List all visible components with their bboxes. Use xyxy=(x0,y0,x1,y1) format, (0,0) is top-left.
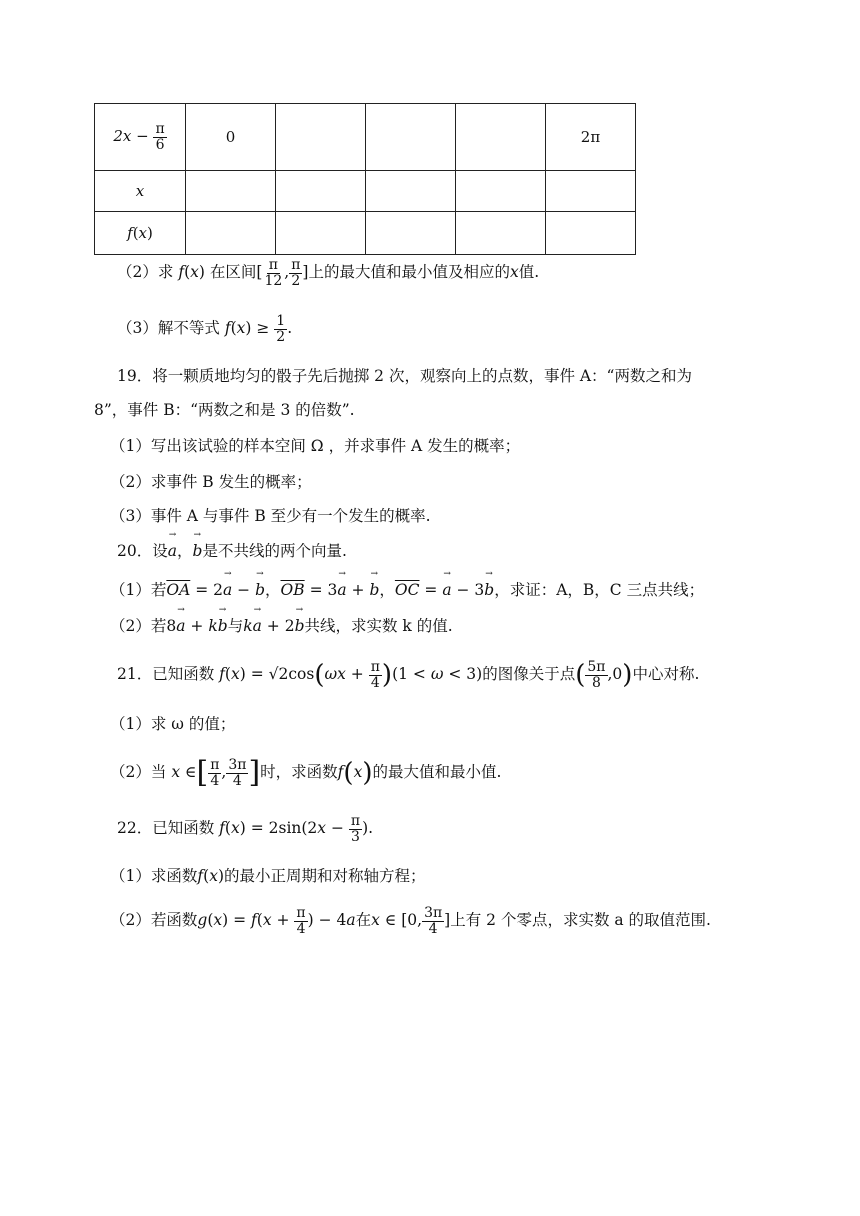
q20-part1: （1）若$\overline{OA} = 2\to a$ − → b，$\overline{OB} = 3\to a$ + → b，$\overline{OC}$ = → a − 3→ b，求证：A，B，C 三点共线； xyxy=(110,580,704,602)
table-cell xyxy=(276,212,366,255)
q21-part2: （2）当 x ∈[ $\frac{\pi}{4}$ , $\frac{3\pi}{4}$ ]时，求函数f(x)的最大值和最小值. xyxy=(110,755,502,790)
row-label-2x-minus-pi6: 2x − $\frac{\pi}{6}$ xyxy=(95,104,186,171)
q22-stem: 22．已知函数 f(x) = 2sin(2x − $\frac{\pi}{3}$ ). xyxy=(117,813,374,845)
row-label-fx: f(x) xyxy=(95,212,186,255)
q21-part1: （1）求 ω 的值； xyxy=(110,715,236,733)
q21-stem: 21．已知函数 f(x) = √2cos(ωx + $\frac{\pi}{4}$ )(1 < ω < 3)的图像关于点( $\frac{5\pi}{8}$ ,0)中心对称. xyxy=(117,659,700,691)
table-row xyxy=(95,212,636,255)
table-cell xyxy=(366,171,456,212)
table-cell xyxy=(456,212,546,255)
table-cell xyxy=(546,171,636,212)
q20-stem: 20．设→ a，→ b是不共线的两个向量. xyxy=(117,541,347,563)
q19-part1: （1）写出该试验的样本空间 Ω ，并求事件 A 发生的概率； xyxy=(110,437,521,455)
table-cell xyxy=(366,212,456,255)
q19-stem-line1: 19．将一颗质地均匀的骰子先后抛掷 2 次，观察向上的点数，事件 A：“两数之和为 xyxy=(117,367,692,385)
table-cell: 2π xyxy=(546,104,636,171)
table-cell: 0 xyxy=(186,104,276,171)
q18-part2: （2）求 f(x) 在区间[ $\frac{\pi}{12}$ , $\frac{\pi}{2}$ ]上的最大值和最小值及相应的x值. xyxy=(117,257,540,289)
q22-part2: （2）若函数g(x) = f(x + $\frac{\pi}{4}$ ) − 4a在x ∈ [0, $\frac{3\pi}{4}$ ]上有 2 个零点，求实数 a 的取值范围. xyxy=(110,905,711,937)
table-cell xyxy=(366,104,456,171)
table-cell xyxy=(186,212,276,255)
q18-part3: （3）解不等式 f(x) ≥ $\frac{1}{2}$ . xyxy=(117,313,293,345)
value-table xyxy=(94,103,636,255)
table-cell xyxy=(276,171,366,212)
q19-part2: （2）求事件 B 发生的概率； xyxy=(110,473,312,491)
q19-part3: （3）事件 A 与事件 B 至少有一个发生的概率. xyxy=(110,507,431,525)
q20-part2: （2）若8→ a + k→ b与k→ a + 2→ b共线，求实数 k 的值. xyxy=(110,616,453,638)
table-cell xyxy=(456,104,546,171)
table-row xyxy=(95,104,636,171)
table-row xyxy=(95,171,636,212)
table-cell xyxy=(276,104,366,171)
table-cell xyxy=(186,171,276,212)
table-cell xyxy=(456,171,546,212)
table-cell xyxy=(546,212,636,255)
q19-stem-line2: 8”，事件 B：“两数之和是 3 的倍数”. xyxy=(94,401,355,419)
row-label-x: x xyxy=(95,171,186,212)
q22-part1: （1）求函数f(x)的最小正周期和对称轴方程； xyxy=(110,867,426,885)
